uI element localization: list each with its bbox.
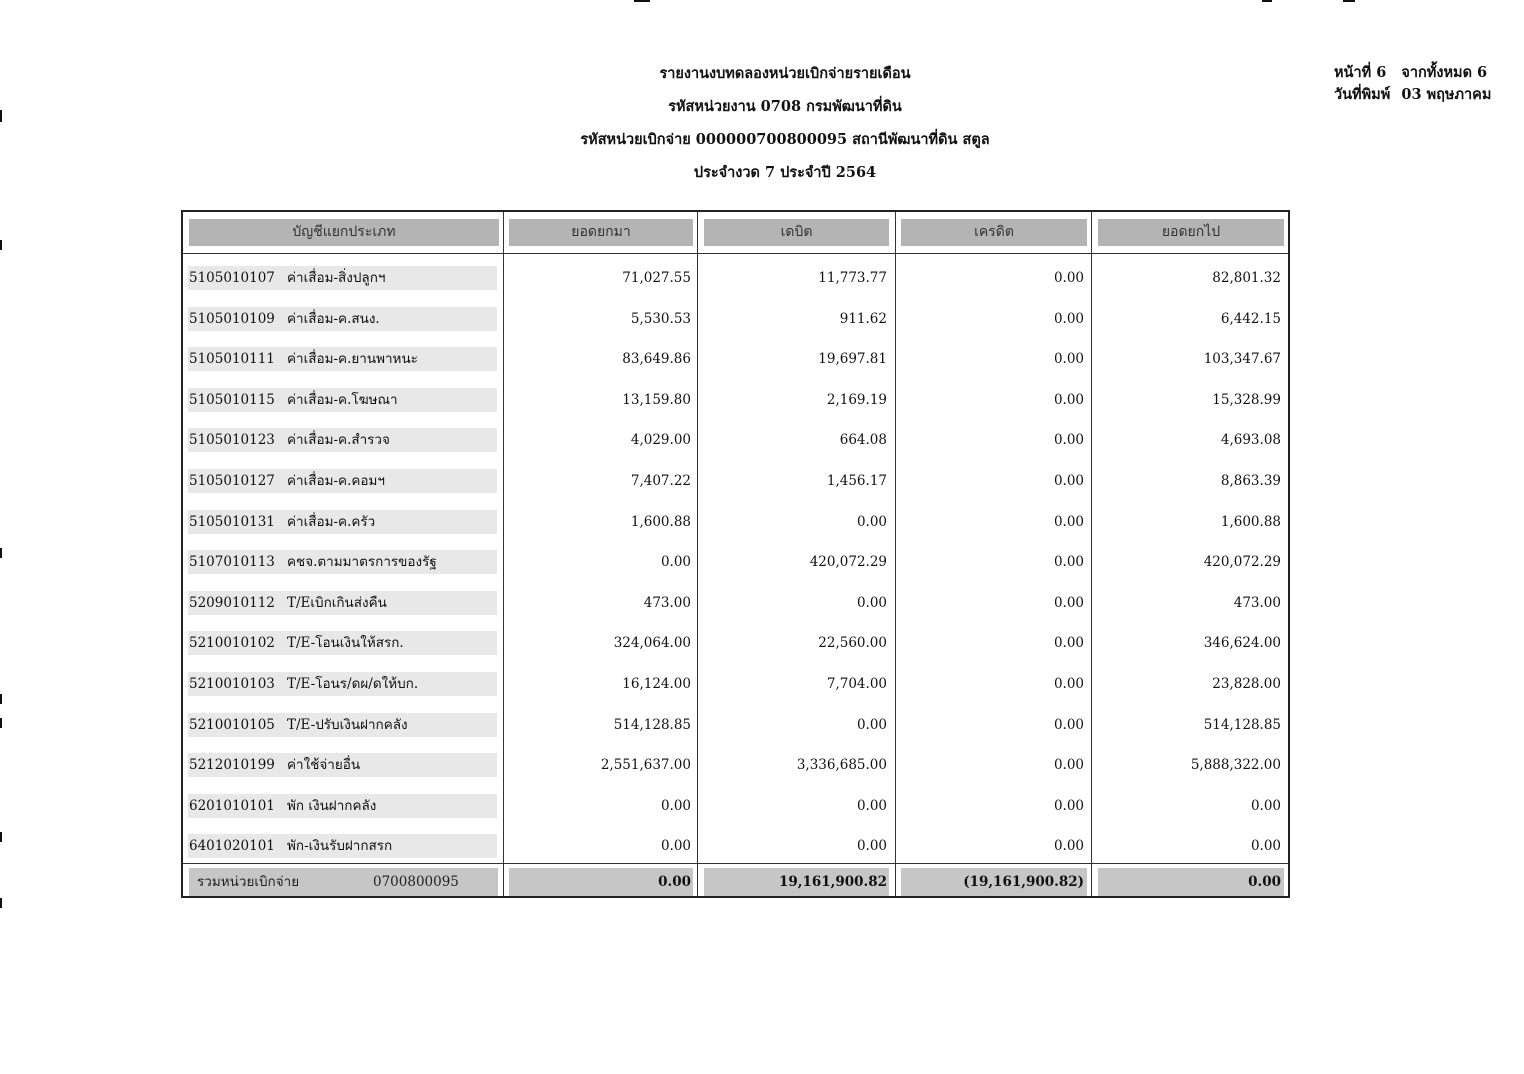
table-row bbox=[183, 510, 1288, 534]
credit-value: 0.00 bbox=[1053, 716, 1084, 733]
brought-forward-value: 7,407.22 bbox=[630, 473, 691, 489]
table-row bbox=[183, 753, 1288, 777]
carried-forward-value: 420,072.29 bbox=[1203, 554, 1281, 571]
credit-value: 0.00 bbox=[1053, 635, 1084, 652]
account-name: T/Eเบิกเกินส่งคืน bbox=[287, 594, 387, 611]
brought-forward-value: 0.00 bbox=[660, 838, 691, 855]
credit-value: 0.00 bbox=[1053, 594, 1084, 611]
debit-value: 2,169.19 bbox=[826, 391, 887, 408]
disbursement-unit-line: รหัสหน่วยเบิกจ่าย 000000700800095 สถานีพัฒนาที่ดิน สตูล bbox=[580, 131, 990, 148]
carried-forward-value: 4,693.08 bbox=[1220, 432, 1281, 449]
table-row bbox=[183, 469, 1288, 493]
carried-forward-value: 8,863.39 bbox=[1220, 473, 1281, 489]
carried-forward-value: 473.00 bbox=[1233, 594, 1281, 611]
table-row bbox=[183, 266, 1288, 290]
credit-value: 0.00 bbox=[1053, 797, 1084, 814]
table-row bbox=[183, 550, 1288, 574]
table-row bbox=[183, 672, 1288, 696]
credit-value: 0.00 bbox=[1053, 391, 1084, 408]
carried-forward-value: 6,442.15 bbox=[1220, 310, 1281, 327]
account-code: 5105010115 bbox=[189, 391, 275, 408]
debit-value: 0.00 bbox=[856, 797, 887, 814]
account-code: 5210010103 bbox=[189, 676, 275, 692]
page-number: 6 bbox=[1376, 64, 1387, 81]
debit-value: 0.00 bbox=[856, 594, 887, 611]
total-unit-code: 0700800095 bbox=[373, 874, 459, 890]
carried-forward-value: 103,347.67 bbox=[1203, 351, 1281, 368]
account-name: T/E-ปรับเงินฝากคลัง bbox=[287, 716, 408, 733]
credit-value: 0.00 bbox=[1053, 838, 1084, 855]
carried-forward-value: 23,828.00 bbox=[1212, 676, 1281, 692]
credit-value: 0.00 bbox=[1053, 310, 1084, 327]
print-date: 03 พฤษภาคม bbox=[1401, 86, 1492, 103]
account-name: พัก-เงินรับฝากสรก bbox=[287, 838, 393, 855]
agency-code-line: รหัสหน่วยงาน 0708 กรมพัฒนาที่ดิน bbox=[668, 98, 902, 115]
trial-balance-table bbox=[181, 210, 1290, 898]
table-row bbox=[183, 428, 1288, 452]
account-code: 5210010102 bbox=[189, 635, 275, 652]
debit-value: 911.62 bbox=[839, 310, 887, 327]
account-name: ค่าเสื่อม-ค.คอมฯ bbox=[287, 473, 385, 489]
brought-forward-value: 2,551,637.00 bbox=[600, 757, 691, 774]
brought-forward-value: 473.00 bbox=[643, 594, 691, 611]
credit-value: 0.00 bbox=[1053, 351, 1084, 368]
scan-edge-mark bbox=[0, 898, 2, 908]
total-row bbox=[183, 868, 1288, 896]
table-row bbox=[183, 307, 1288, 331]
account-code: 6401020101 bbox=[189, 838, 275, 855]
debit-value: 19,697.81 bbox=[818, 351, 887, 368]
account-code: 5107010113 bbox=[189, 554, 275, 571]
debit-value: 420,072.29 bbox=[809, 554, 887, 571]
brought-forward-value: 13,159.80 bbox=[622, 391, 691, 408]
header-credit: เครดิต bbox=[901, 219, 1087, 246]
credit-value: 0.00 bbox=[1053, 270, 1084, 286]
print-date-label: วันที่พิมพ์ bbox=[1334, 86, 1391, 103]
brought-forward-value: 1,600.88 bbox=[630, 513, 691, 530]
scan-edge-mark bbox=[0, 240, 2, 250]
carried-forward-value: 5,888,322.00 bbox=[1190, 757, 1281, 774]
brought-forward-value: 4,029.00 bbox=[630, 432, 691, 449]
credit-value: 0.00 bbox=[1053, 473, 1084, 489]
scan-edge-mark bbox=[0, 694, 2, 704]
carried-forward-value: 1,600.88 bbox=[1220, 513, 1281, 530]
debit-value: 11,773.77 bbox=[818, 270, 887, 286]
debit-value: 0.00 bbox=[856, 513, 887, 530]
header-brought-forward: ยอดยกมา bbox=[509, 219, 693, 246]
table-row bbox=[183, 794, 1288, 818]
account-code: 5105010123 bbox=[189, 432, 275, 449]
scan-edge-mark bbox=[0, 832, 2, 842]
account-name: T/E-โอนร/ดผ/ดให้บก. bbox=[287, 676, 419, 692]
brought-forward-value: 71,027.55 bbox=[622, 270, 691, 286]
carried-forward-value: 514,128.85 bbox=[1203, 716, 1281, 733]
header-divider bbox=[183, 253, 1288, 254]
account-code: 6201010101 bbox=[189, 797, 275, 814]
scan-edge-mark bbox=[1262, 0, 1272, 2]
brought-forward-value: 514,128.85 bbox=[613, 716, 691, 733]
carried-forward-value: 82,801.32 bbox=[1212, 270, 1281, 286]
debit-value: 0.00 bbox=[856, 838, 887, 855]
account-code: 5105010111 bbox=[189, 351, 275, 368]
total-credit: (19,161,900.82) bbox=[963, 874, 1084, 890]
scan-edge-mark bbox=[0, 110, 2, 122]
brought-forward-value: 0.00 bbox=[660, 554, 691, 571]
account-name: ค่าเสื่อม-ค.โฆษณา bbox=[287, 391, 398, 408]
page-info bbox=[1334, 62, 1491, 106]
total-debit: 19,161,900.82 bbox=[778, 874, 887, 890]
carried-forward-value: 0.00 bbox=[1250, 797, 1281, 814]
table-row bbox=[183, 834, 1288, 858]
page-total: จากทั้งหมด 6 bbox=[1401, 64, 1488, 81]
credit-value: 0.00 bbox=[1053, 757, 1084, 774]
brought-forward-value: 16,124.00 bbox=[622, 676, 691, 692]
table-row bbox=[183, 388, 1288, 412]
debit-value: 3,336,685.00 bbox=[796, 757, 887, 774]
credit-value: 0.00 bbox=[1053, 432, 1084, 449]
debit-value: 1,456.17 bbox=[826, 473, 887, 489]
account-name: ค่าเสื่อม-สิ่งปลูกฯ bbox=[287, 270, 386, 286]
carried-forward-value: 0.00 bbox=[1250, 838, 1281, 855]
account-name: T/E-โอนเงินให้สรก. bbox=[287, 635, 404, 652]
table-row bbox=[183, 347, 1288, 371]
brought-forward-value: 324,064.00 bbox=[613, 635, 691, 652]
account-code: 5105010127 bbox=[189, 473, 275, 489]
debit-value: 664.08 bbox=[839, 432, 887, 449]
print-date-line bbox=[1334, 84, 1491, 106]
page-number-line bbox=[1334, 62, 1491, 84]
total-carried-forward: 0.00 bbox=[1248, 874, 1281, 890]
account-name: ค่าเสื่อม-ค.สำรวจ bbox=[287, 432, 390, 449]
total-divider bbox=[183, 863, 1288, 864]
account-name: ค่าใช้จ่ายอื่น bbox=[287, 757, 361, 774]
scan-edge-mark bbox=[634, 0, 650, 2]
debit-value: 0.00 bbox=[856, 716, 887, 733]
credit-value: 0.00 bbox=[1053, 676, 1084, 692]
account-name: ค่าเสื่อม-ค.ครัว bbox=[287, 513, 376, 530]
account-name: พัก เงินฝากคลัง bbox=[287, 797, 377, 814]
account-code: 5210010105 bbox=[189, 716, 275, 733]
table-row bbox=[183, 713, 1288, 737]
debit-value: 22,560.00 bbox=[818, 635, 887, 652]
header-account: บัญชีแยกประเภท bbox=[189, 219, 499, 246]
account-code: 5105010107 bbox=[189, 270, 275, 286]
account-code: 5212010199 bbox=[189, 757, 275, 774]
report-title-block bbox=[0, 60, 1524, 192]
total-label: รวมหน่วยเบิกจ่าย bbox=[197, 874, 300, 890]
credit-value: 0.00 bbox=[1053, 513, 1084, 530]
table-row bbox=[183, 631, 1288, 655]
brought-forward-value: 83,649.86 bbox=[622, 351, 691, 368]
page-label: หน้าที่ bbox=[1334, 64, 1372, 81]
scan-edge-mark bbox=[1343, 0, 1355, 2]
account-name: คชจ.ตามมาตรการของรัฐ bbox=[287, 554, 437, 571]
table-row bbox=[183, 591, 1288, 615]
header-debit: เดบิต bbox=[704, 219, 889, 246]
total-brought-forward: 0.00 bbox=[658, 874, 691, 890]
account-code: 5209010112 bbox=[189, 594, 275, 611]
carried-forward-value: 346,624.00 bbox=[1203, 635, 1281, 652]
scan-edge-mark bbox=[0, 548, 2, 558]
header-carried-forward: ยอดยกไป bbox=[1098, 219, 1284, 246]
report-title: รายงานงบทดลองหน่วยเบิกจ่ายรายเดือน bbox=[659, 65, 911, 82]
account-code: 5105010109 bbox=[189, 310, 275, 327]
scan-edge-mark bbox=[0, 718, 2, 728]
brought-forward-value: 5,530.53 bbox=[630, 310, 691, 327]
debit-value: 7,704.00 bbox=[826, 676, 887, 692]
account-name: ค่าเสื่อม-ค.สนง. bbox=[287, 310, 380, 327]
period-line: ประจำงวด 7 ประจำปี 2564 bbox=[693, 164, 877, 181]
carried-forward-value: 15,328.99 bbox=[1212, 391, 1281, 408]
credit-value: 0.00 bbox=[1053, 554, 1084, 571]
account-code: 5105010131 bbox=[189, 513, 275, 530]
account-name: ค่าเสื่อม-ค.ยานพาหนะ bbox=[287, 351, 418, 368]
brought-forward-value: 0.00 bbox=[660, 797, 691, 814]
